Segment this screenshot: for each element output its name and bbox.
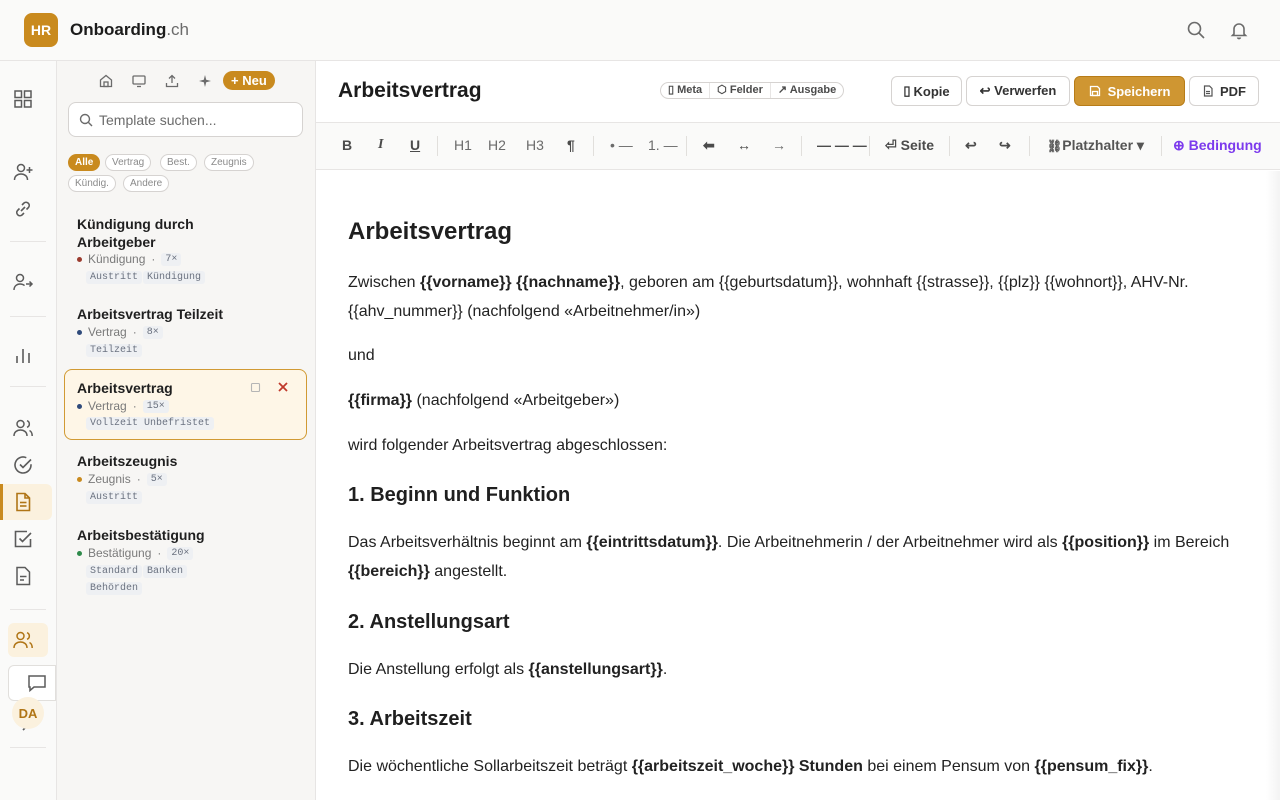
app-logo[interactable]: HR [24, 13, 58, 47]
copy-icon[interactable] [250, 382, 261, 393]
save-icon [1089, 85, 1101, 97]
horizontal-rule-button[interactable]: — — — [817, 137, 867, 153]
scroll-shadow [1266, 171, 1280, 800]
filter-chip-zeugnis[interactable]: Zeugnis [204, 154, 254, 171]
pdf-button[interactable]: PDF [1189, 76, 1259, 106]
condition-button[interactable]: ⊕ Bedingung [1173, 137, 1262, 153]
template-tag: Vollzeit [86, 417, 142, 430]
template-tag: Austritt [86, 271, 142, 284]
search-icon [79, 113, 93, 127]
usage-count: 5× [147, 473, 167, 486]
sparkle-icon[interactable] [197, 73, 213, 89]
discard-button[interactable]: ↩ Verwerfen [966, 76, 1070, 106]
heading2-button[interactable]: H2 [488, 137, 506, 153]
tab-ausgabe[interactable]: ↗ Ausgabe [777, 84, 837, 96]
template-meta: Vertrag · 15× [77, 399, 169, 413]
template-tag: Kündigung [143, 271, 205, 284]
section-heading: 2. Anstellungsart [348, 611, 510, 633]
filter-chip-kuendig[interactable]: Kündig. [68, 175, 116, 192]
file-text-icon[interactable] [12, 565, 34, 587]
template-tag: Teilzeit [86, 344, 142, 357]
filter-chip-alle[interactable]: Alle [68, 154, 100, 171]
align-left-button[interactable]: ⬅ [703, 137, 715, 153]
template-item[interactable] [64, 447, 307, 509]
brand-tld: .ch [166, 20, 190, 39]
usage-count: 8× [143, 326, 163, 339]
link-icon[interactable] [12, 198, 34, 220]
undo-button[interactable]: ↩ [965, 137, 977, 153]
template-title: Arbeitsvertrag Teilzeit [77, 306, 224, 322]
filter-chip-best[interactable]: Best. [160, 154, 197, 171]
paragraph-employer: {{firma}} (nachfolgend «Arbeitgeber») [348, 392, 620, 409]
template-meta: Zeugnis · 5× [77, 472, 167, 486]
template-item[interactable] [64, 209, 307, 289]
align-right-button[interactable]: → [772, 137, 786, 153]
dashboard-icon[interactable] [12, 88, 34, 110]
filter-chip-vertrag[interactable]: Vertrag [105, 154, 151, 171]
italic-button[interactable]: I [378, 137, 384, 152]
template-tag: Austritt [86, 491, 142, 504]
save-button[interactable]: Speichern [1074, 76, 1185, 106]
template-meta: Kündigung · 7× [77, 252, 181, 266]
category-dot [77, 404, 82, 409]
tab-meta[interactable]: ▯ Meta [661, 83, 710, 98]
usage-count: 7× [161, 253, 181, 266]
brand-name [70, 20, 189, 40]
user-forward-icon[interactable] [12, 271, 34, 293]
check-circle-icon[interactable] [12, 454, 34, 476]
underline-button[interactable]: U [410, 137, 421, 153]
page-break-button[interactable]: ⏎ Seite [885, 137, 935, 153]
category-dot [77, 330, 82, 335]
bullet-list-button[interactable]: • — [610, 137, 633, 153]
bold-button[interactable]: B [342, 137, 353, 153]
template-tag: Behörden [86, 582, 142, 595]
paragraph-section2: Die Anstellung erfolgt als {{anstellungsart}}. [348, 661, 668, 678]
brand-main: Onboarding [70, 20, 167, 39]
heading1-button[interactable]: H1 [454, 137, 472, 153]
template-title: Arbeitszeugnis [77, 453, 178, 469]
tab-felder[interactable]: ⬡ Felder [710, 83, 771, 98]
section-heading: 1. Beginn und Funktion [348, 484, 571, 506]
new-template-button[interactable]: + Neu [223, 71, 275, 90]
paragraph-parties: Zwischen {{vorname}} {{nachname}}, geboren am {{geburtsdatum}}, wohnhaft {{strasse}}, {{plz}} {{wohnort}}, AHV-Nr. {{ahv_nummer}} (nachfolgend «Arbeitnehmer/in») [348, 274, 1189, 320]
avatar[interactable]: DA [12, 697, 44, 729]
placeholder-dropdown[interactable]: ⛓Platzhalter ▾ [1047, 137, 1144, 153]
mode-segmented-control [660, 82, 844, 99]
ordered-list-button[interactable]: 1. — [648, 137, 678, 153]
heading3-button[interactable]: H3 [526, 137, 544, 153]
bell-icon[interactable] [1229, 20, 1249, 40]
formatting-toolbar [316, 122, 1280, 170]
paragraph-intro: wird folgender Arbeitsvertrag abgeschlossen: [348, 437, 668, 454]
category-dot [77, 257, 82, 262]
category-dot [77, 477, 82, 482]
nav-rail [0, 61, 57, 800]
add-user-icon[interactable] [12, 161, 34, 183]
users-icon[interactable] [12, 417, 34, 439]
paragraph-section1: Das Arbeitsverhältnis beginnt am {{eintrittsdatum}}. Die Arbeitnehmerin / der Arbeitnehmer wird als {{position}} im Bereich {{bereich}} angestellt. [348, 534, 1230, 580]
redo-button[interactable]: ↪ [999, 137, 1011, 153]
template-title: Kündigung durch Arbeitgeber [77, 216, 194, 250]
team-icon[interactable] [12, 629, 34, 651]
upload-icon[interactable] [164, 73, 180, 89]
template-item-selected[interactable] [64, 369, 307, 440]
template-tag: Banken [143, 565, 187, 578]
template-title: Arbeitsbestätigung [77, 527, 205, 543]
filter-chip-andere[interactable]: Andere [123, 175, 169, 192]
search-icon[interactable] [1186, 20, 1206, 40]
section-heading: 3. Arbeitszeit [348, 708, 472, 730]
top-bar [0, 0, 1280, 61]
paragraph-section3: Die wöchentliche Sollarbeitszeit beträgt {{arbeitszeit_woche}} Stunden bei einem Pensum von {{pensum_fix}}. [348, 758, 1153, 775]
category-dot [77, 551, 82, 556]
template-item[interactable] [64, 300, 307, 362]
close-icon[interactable] [277, 381, 289, 393]
editor-panel [316, 61, 1280, 800]
align-center-button[interactable]: ↔ [737, 137, 751, 153]
paragraph-button[interactable]: ¶ [567, 137, 575, 153]
paragraph-und: und [348, 347, 375, 364]
document-icon[interactable] [12, 491, 34, 513]
template-tag: Standard [86, 565, 142, 578]
template-meta: Bestätigung · 20× [77, 546, 193, 560]
template-sidebar [57, 61, 316, 800]
template-search[interactable] [68, 102, 303, 137]
document-heading: Arbeitsvertrag [348, 218, 513, 245]
copy-button[interactable]: ▯ Kopie [891, 76, 962, 106]
chat-icon[interactable] [26, 672, 48, 694]
template-title: Arbeitsvertrag [77, 380, 173, 396]
checkbox-list-icon[interactable] [12, 528, 34, 550]
page-title: Arbeitsvertrag [338, 79, 482, 102]
home-icon[interactable] [98, 73, 114, 89]
monitor-icon[interactable] [131, 73, 147, 89]
template-item[interactable] [64, 521, 307, 601]
usage-count: 20× [167, 547, 193, 560]
search-input[interactable] [99, 110, 294, 130]
chart-icon[interactable] [12, 344, 34, 366]
template-meta: Vertrag · 8× [77, 325, 163, 339]
file-icon [1202, 85, 1214, 97]
usage-count: 15× [143, 400, 169, 413]
template-tag: Unbefristet [140, 417, 214, 430]
